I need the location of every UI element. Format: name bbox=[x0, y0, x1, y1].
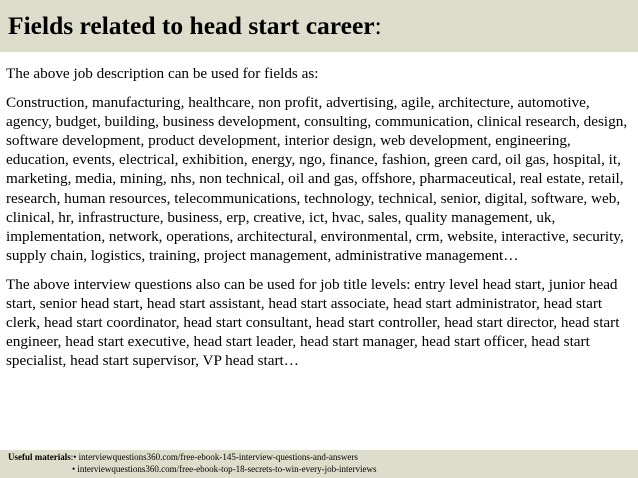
footer-row-1 bbox=[8, 452, 638, 464]
footer-bar bbox=[0, 450, 638, 478]
title-bar bbox=[0, 0, 638, 52]
job-levels-paragraph: The above interview questions also can be used for job title levels: entry level head start, junior head start, senior head start, head start assistant, head start associate, head start administrator, head start clerk, head start coordinator, head start consultant, head start controller, head start director, head start engineer, head start executive, head start leader, head start manager, head start officer, head start specialist, head start supervisor, VP head start… bbox=[6, 275, 620, 370]
page-title-colon: : bbox=[374, 11, 382, 40]
footer-separator: : bbox=[70, 452, 74, 462]
fields-paragraph: Construction, manufacturing, healthcare, non profit, advertising, agile, architecture, automotive, agency, budget, building, business development, consulting, communication, clinical research, design, software development, product development, interior design, web development, engineering, education, events, electrical, exhibition, energy, ngo, finance, fashion, green card, oil gas, hospital, it, marketing, media, mining, nhs, non technical, oil and gas, offshore, pharmaceutical, real estate, retail, research, human resources, telecommunications, technology, technical, senior, digital, software, web, clinical, hr, infrastructure, business, erp, creative, ict, hvac, sales, quality management, uk, implementation, network, operations, architectural, environmental, crm, website, interactive, security, supply chain, logistics, training, project management, administrative management… bbox=[6, 94, 628, 264]
footer-label: Useful materials bbox=[8, 452, 71, 462]
footer-link-1[interactable]: • interviewquestions360.com/free-ebook-145-interview-questions-and-answers bbox=[73, 452, 358, 462]
page-title: Fields related to head start career bbox=[8, 11, 375, 40]
footer-link-2[interactable]: • interviewquestions360.com/free-ebook-top-18-secrets-to-win-every-job-interviews bbox=[72, 463, 377, 474]
footer-row-2 bbox=[8, 464, 638, 476]
main-content bbox=[6, 64, 636, 370]
footer-indent bbox=[8, 464, 72, 476]
intro-paragraph: The above job description can be used for fields as: bbox=[6, 65, 319, 82]
